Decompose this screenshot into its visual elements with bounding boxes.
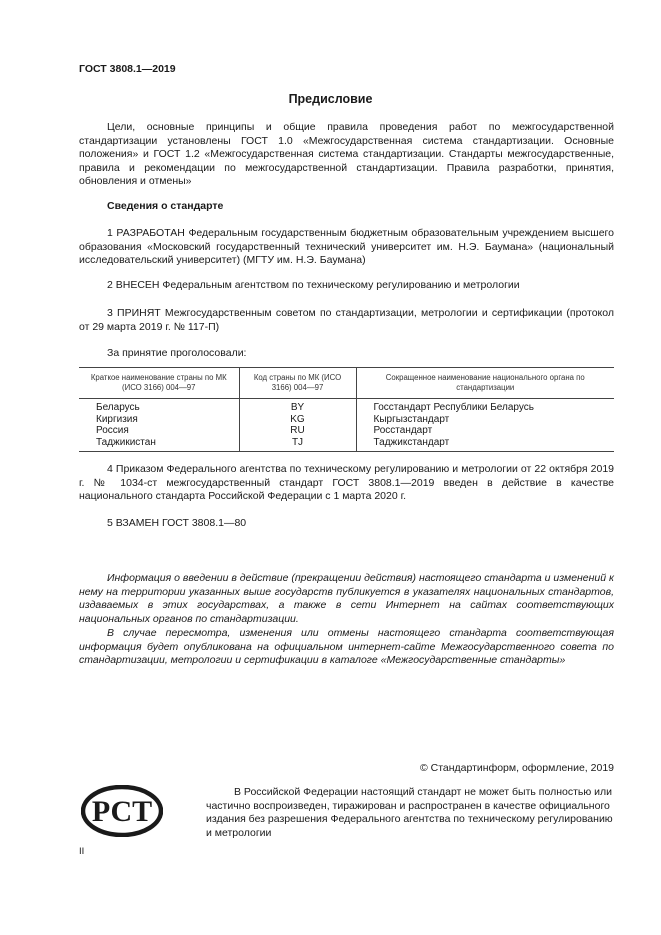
rst-logo-icon: [81, 785, 163, 842]
header-country: Краткое наименование страны по МК (ИСО 3166) 004—97: [79, 368, 239, 399]
country-name: Киргизия: [96, 413, 138, 425]
voted-label: За принятие проголосовали:: [107, 347, 247, 359]
table-row: [79, 437, 614, 452]
table-row: [79, 399, 614, 414]
country-code: BY: [239, 399, 356, 414]
header-standards-body: Сокращенное наименование национального органа по стандартизации: [356, 368, 614, 399]
country-code: KG: [239, 414, 356, 426]
standards-body: Госстандарт Республики Беларусь: [356, 399, 614, 414]
document-code: ГОСТ 3808.1—2019: [79, 63, 176, 75]
reproduction-notice: В Российской Федерации настоящий стандарт не может быть полностью или частично воспроизведен, тиражирован и распространен в качестве официального издания без разрешения Федерального агентства по техническому регулированию и метрологии: [206, 786, 613, 839]
item-enacted: 4 Приказом Федерального агентства по техническому регулированию и метрологии от 22 октября 2019 г. № 1034-ст межгосударственный стандарт ГОСТ 3808.1—2019 введен в действие в качестве национального стандарта Российской Федерации с 1 марта 2020 г.: [79, 463, 614, 503]
standards-body: Таджикстандарт: [356, 437, 614, 452]
country-name: Беларусь: [96, 402, 140, 413]
country-name: Россия: [96, 425, 129, 437]
country-code: RU: [239, 425, 356, 437]
country-code: TJ: [239, 437, 356, 452]
table-row: [79, 414, 614, 426]
svg-text:РСТ: РСТ: [91, 795, 153, 828]
item-developed: 1 РАЗРАБОТАН Федеральным государственным бюджетным образовательным учреждением высшего образования «Московский государственный технический университет им. Н.Э. Баумана» (национальный исследовательский университет) (МГТУ им. Н.Э. Баумана): [79, 227, 614, 267]
item-replaces: 5 ВЗАМЕН ГОСТ 3808.1—80: [107, 517, 247, 529]
table-row: [79, 425, 614, 437]
copyright-line: © Стандартинформ, оформление, 2019: [419, 762, 614, 774]
page-number: II: [79, 846, 85, 857]
header-country-code: Код страны по МК (ИСО 3166) 004—97: [239, 368, 356, 399]
info-block-paragraph-2: В случае пересмотра, изменения или отмены настоящего стандарта соответствующая информация будет опубликована на официальном интернет-сайте Межгосударственного совета по стандартизации, метрологии и сертификации в каталоге «Межгосударственные стандарты»: [79, 627, 614, 667]
intro-paragraph: Цели, основные принципы и общие правила проведения работ по межгосударственной стандартизации установлены ГОСТ 1.0 «Межгосударственная система стандартизации. Основные положения» и ГОСТ 1.2 «Межгосударственная система стандартизации. Стандарты межгосударственные, правила и рекомендации по межгосударственной стандартизации. Правила разработки, принятия, обновления и отмены»: [79, 121, 614, 188]
standards-body: Росстандарт: [356, 425, 614, 437]
table-header-row: [79, 368, 614, 399]
voting-countries-table: [79, 367, 614, 452]
item-introduced: 2 ВНЕСЕН Федеральным агентством по техническому регулированию и метрологии: [107, 279, 520, 291]
country-name: Таджикистан: [79, 437, 239, 452]
item-adopted: 3 ПРИНЯТ Межгосударственным советом по стандартизации, метрологии и сертификации (протокол от 29 марта 2019 г. № 117-П): [79, 307, 614, 333]
page-title: Предисловие: [288, 92, 373, 106]
standards-body: Кыргызстандарт: [356, 414, 614, 426]
info-heading: Сведения о стандарте: [107, 200, 224, 212]
info-block-paragraph-1: Информация о введении в действие (прекращении действия) настоящего стандарта и изменений к нему на территории указанных выше государств публикуется в указателях национальных стандартов, издаваемых в этих государствах, а также в сети Интернет на сайтах соответствующих национальных органов по стандартизации.: [79, 572, 614, 625]
